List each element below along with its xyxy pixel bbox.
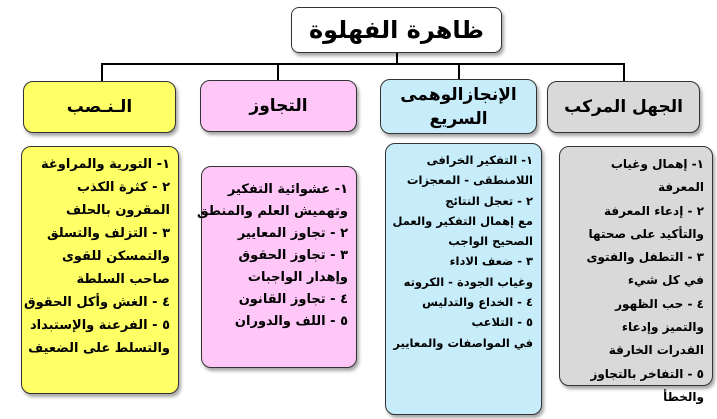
- list-item: ١- عشوائية التفكير: [227, 182, 348, 197]
- list-item: ١- التورية والمراوغة: [41, 157, 170, 172]
- list-item: ٢ - إدعاء المعرفة: [604, 203, 704, 218]
- list-item: والتمسكن للقوى: [61, 249, 170, 264]
- list-item: والتسلط على الضعيف: [28, 341, 170, 356]
- connector-nasb: [101, 63, 103, 81]
- list-item: المعرفة: [657, 180, 704, 195]
- list-item: وإهدار الواجبات: [247, 270, 348, 285]
- header-injaz-line1: الإنجازالوهمى: [400, 84, 517, 105]
- connector-injaz: [458, 63, 460, 79]
- list-item: ٣ - التزلف والتسلق: [47, 226, 170, 241]
- list-item: والخطأ: [663, 389, 704, 404]
- list-item: ٤ - حب الظهور: [615, 296, 704, 311]
- list-tajawuz: [197, 166, 357, 368]
- list-item: ٥ - اللف والدوران: [234, 314, 348, 329]
- list-item: ١- التفكير الخرافى: [426, 153, 533, 167]
- list-item: ٥ - الفرعنة والإستبداد: [29, 318, 170, 333]
- connector-tajawuz: [277, 63, 279, 80]
- list-item: الصحيح الواجب: [448, 234, 533, 249]
- list-item: ٤ - تجاوز القانون: [238, 292, 348, 307]
- list-item: ٢ - كثرة الكذب: [76, 180, 170, 195]
- list-item: ٣ - التطفل والفتوى: [586, 250, 704, 265]
- list-item: في المواصفات والمعايير: [393, 335, 533, 350]
- list-injaz: [385, 143, 542, 415]
- header-jahl: الجهل المركب: [547, 81, 700, 133]
- header-injaz: [380, 79, 537, 134]
- list-item: المقرون بالحلف: [66, 203, 170, 218]
- list-item: ٣ - ضعف الاداء: [449, 254, 533, 269]
- diagram-title: ظاهرة الفهلوة: [291, 7, 502, 53]
- list-item: وتهميش العلم والمنطق: [197, 204, 348, 219]
- list-item: مع إهمال التفكير والعمل: [392, 213, 533, 228]
- list-item: ٢ - تجاوز المعايير: [237, 226, 348, 241]
- list-nasb: [21, 146, 179, 394]
- list-item: القدرات الخارقة: [608, 343, 704, 358]
- list-item: اللامنطقى - المعجزات: [406, 173, 533, 188]
- list-item: ٤ - الخداع والتدليس: [422, 295, 533, 310]
- list-item: ٥ - التلاعب: [471, 315, 533, 330]
- header-tajawuz: التجاوز: [200, 80, 357, 132]
- list-item: والتأكيد على صحتها: [588, 226, 704, 241]
- connector-horizontal: [101, 63, 623, 65]
- connector-jahl: [623, 63, 625, 81]
- list-item: في كل شيء: [627, 273, 704, 288]
- list-item: والتميز وإدعاء: [621, 320, 704, 335]
- list-item: صاحب السلطة: [76, 272, 170, 287]
- header-nasb: الـنـصب: [23, 81, 176, 133]
- list-item: ١- إهمال وغياب: [610, 157, 704, 171]
- list-item: ٥ - التفاخر بالتجاوز: [590, 366, 704, 381]
- list-jahl: [559, 146, 713, 404]
- list-item: ٣ - تجاوز الحقوق: [238, 248, 348, 263]
- list-item: وغياب الجودة - الكروته: [403, 274, 533, 289]
- header-injaz-line2: السريع: [429, 108, 488, 129]
- list-item: ٢ - تعجل النتائج: [445, 193, 533, 208]
- list-item: ٤ - الغش وأكل الحقوق: [23, 295, 170, 310]
